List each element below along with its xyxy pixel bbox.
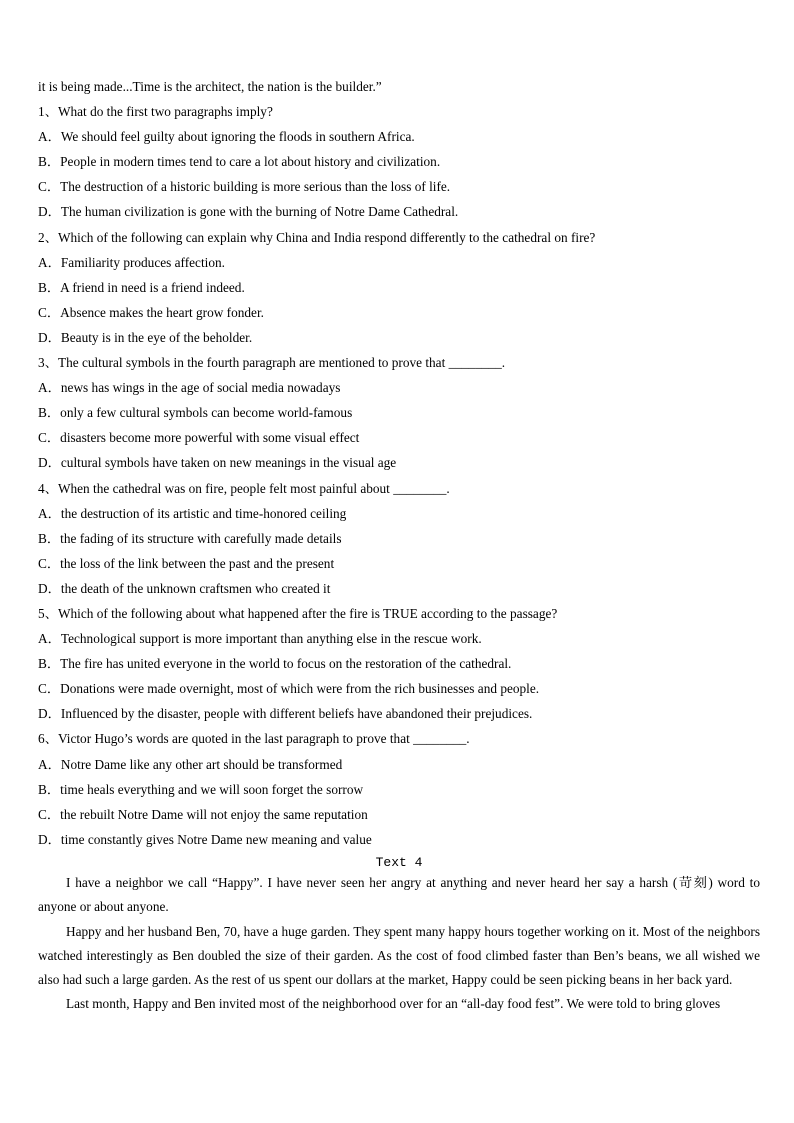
text4-paragraph-1: I have a neighbor we call “Happy”. I have never seen her angry at anything and never heard her say a harsh (苛刻) word to anyone or about anyone. <box>38 874 760 915</box>
question-4-option-d: D．the death of the unknown craftsmen who created it <box>38 580 331 596</box>
question-4: 4、When the cathedral was on fire, people felt most painful about ________. <box>38 480 450 496</box>
document-page <box>38 74 760 1017</box>
question-1-option-d: D．The human civilization is gone with the burning of Notre Dame Cathedral. <box>38 204 459 220</box>
question-3-option-b: B．only a few cultural symbols can become world-famous <box>38 405 353 421</box>
question-4-option-c: C．the loss of the link between the past and the present <box>38 555 335 571</box>
question-1-option-c: C．The destruction of a historic building is more serious than the loss of life. <box>38 179 451 195</box>
question-3-option-d: D．cultural symbols have taken on new meanings in the visual age <box>38 455 397 471</box>
question-6-option-a: A．Notre Dame like any other art should be transformed <box>38 756 343 772</box>
question-5-option-d: D．Influenced by the disaster, people with different beliefs have abandoned their prejudices. <box>38 706 533 722</box>
text4-paragraph-2: Happy and her husband Ben, 70, have a huge garden. They spent many happy hours together working on it. Most of the neighbors watched interestingly as Ben doubled the size of their garden. As the cost of food climbed faster than Ben’s beans, we all wished we also had such a large garden. As the rest of us spent our dollars at the market, Happy could be seen picking beans in her back yard. <box>38 923 760 988</box>
question-2-option-c: C．Absence makes the heart grow fonder. <box>38 304 264 320</box>
question-2-option-a: A．Familiarity produces affection. <box>38 254 225 270</box>
question-2-option-b: B．A friend in need is a friend indeed. <box>38 279 245 295</box>
text4-paragraph-3: Last month, Happy and Ben invited most of the neighborhood over for an “all-day food fest”. We were told to bring gloves <box>66 996 721 1012</box>
question-4-option-b: B．the fading of its structure with carefully made details <box>38 530 342 546</box>
question-3: 3、The cultural symbols in the fourth paragraph are mentioned to prove that ________. <box>38 355 506 371</box>
question-5-option-b: B．The fire has united everyone in the world to focus on the restoration of the cathedral. <box>38 656 512 672</box>
question-4-option-a: A．the destruction of its artistic and time-honored ceiling <box>38 505 347 521</box>
question-6-option-d: D．time constantly gives Notre Dame new meaning and value <box>38 831 372 847</box>
question-1: 1、What do the first two paragraphs imply? <box>38 104 273 120</box>
question-5-option-c: C．Donations were made overnight, most of which were from the rich businesses and people. <box>38 681 540 697</box>
question-3-option-c: C．disasters become more powerful with some visual effect <box>38 430 360 446</box>
question-1-option-a: A．We should feel guilty about ignoring the floods in southern Africa. <box>38 129 415 145</box>
question-6-option-b: B．time heals everything and we will soon forget the sorrow <box>38 781 364 797</box>
question-6: 6、Victor Hugo’s words are quoted in the last paragraph to prove that ________. <box>38 731 470 747</box>
question-5: 5、Which of the following about what happened after the fire is TRUE according to the passage? <box>38 605 558 621</box>
question-6-option-c: C．the rebuilt Notre Dame will not enjoy the same reputation <box>38 806 368 822</box>
question-5-option-a: A．Technological support is more important than anything else in the rescue work. <box>38 631 482 647</box>
question-3-option-a: A．news has wings in the age of social media nowadays <box>38 380 341 396</box>
question-1-option-b: B．People in modern times tend to care a lot about history and civilization. <box>38 154 441 170</box>
passage-ending-line: it is being made...Time is the architect, the nation is the builder.” <box>38 79 382 94</box>
section-heading: Text 4 <box>375 854 423 870</box>
question-2: 2、Which of the following can explain why China and India respond differently to the cathedral on fire? <box>38 229 596 245</box>
question-2-option-d: D．Beauty is in the eye of the beholder. <box>38 329 253 345</box>
